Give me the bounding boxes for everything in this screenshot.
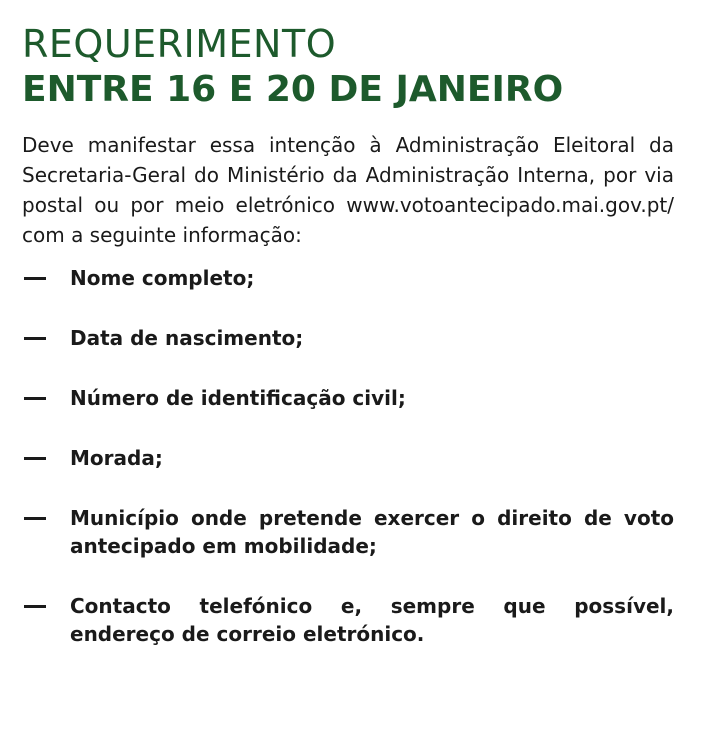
document-page (22, 22, 674, 648)
list-item-text: Morada; (70, 446, 163, 470)
dash-icon (24, 337, 46, 340)
dash-icon (24, 397, 46, 400)
list-item (22, 264, 674, 292)
dash-icon (24, 457, 46, 460)
list-item (22, 592, 674, 648)
dash-icon (24, 605, 46, 608)
list-item (22, 384, 674, 412)
heading-title: REQUERIMENTO (22, 22, 337, 66)
list-item-text: Município onde pretende exercer o direito de voto antecipado em mobilidade; (70, 506, 674, 558)
list-item-text: Nome completo; (70, 266, 255, 290)
list-item (22, 504, 674, 560)
intro-paragraph: Deve manifestar essa intenção à Administração Eleitoral da Secretaria-Geral do Ministério da Administração Interna, por via postal ou por meio eletrónico www.votoantecipado.mai.gov.pt/ com a seguinte informação: (22, 133, 674, 247)
dash-icon (24, 277, 46, 280)
heading-date-range: ENTRE 16 E 20 DE JANEIRO (22, 69, 564, 110)
list-item (22, 444, 674, 472)
list-item-text: Data de nascimento; (70, 326, 304, 350)
list-item-text: Contacto telefónico e, sempre que possível, endereço de correio eletrónico. (70, 594, 674, 646)
required-info-list (22, 264, 674, 648)
list-item (22, 324, 674, 352)
list-item-text: Número de identificação civil; (70, 386, 406, 410)
dash-icon (24, 517, 46, 520)
